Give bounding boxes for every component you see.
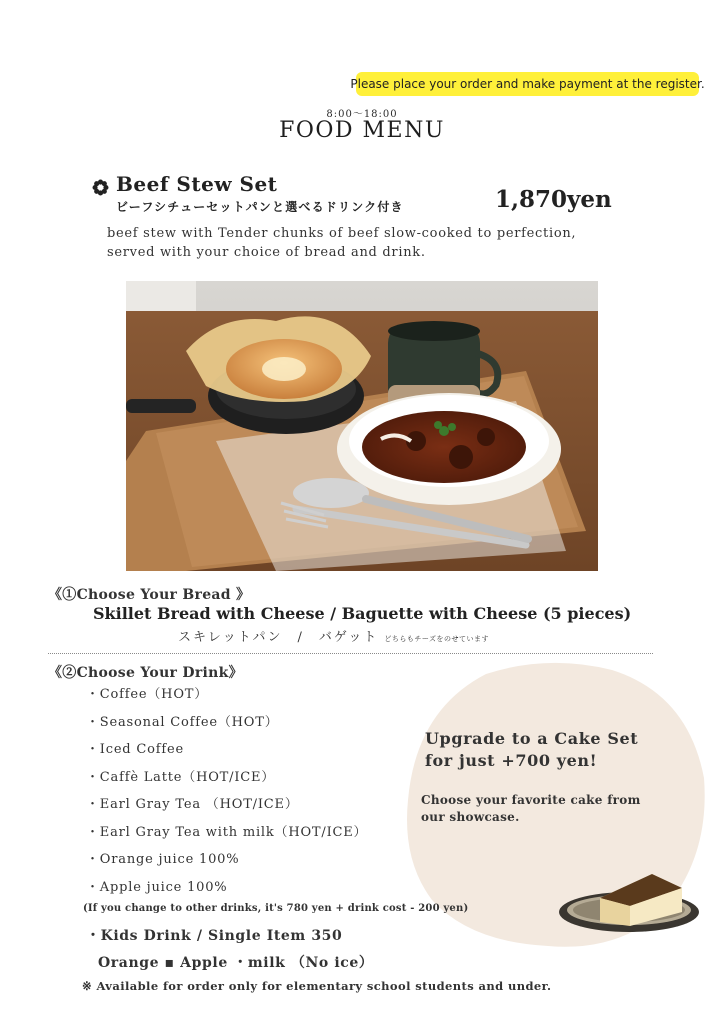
drink-item: ・Iced Coffee — [86, 742, 184, 757]
kids-drink-options: Orange ▪ Apple ・milk （No ice） — [98, 955, 374, 971]
order-payment-notice: Please place your order and make payment at the register. — [356, 72, 699, 96]
kids-drink-heading: ・Kids Drink / Single Item 350 — [86, 928, 343, 944]
cake-set-upgrade-title — [425, 728, 638, 772]
cake-set-line: Upgrade to a Cake Set — [425, 729, 639, 748]
menu-title: FOOD MENU — [279, 118, 445, 143]
bread-section-heading: 《①Choose Your Bread 》 — [48, 587, 251, 603]
drink-item: ・Orange juice 100% — [86, 852, 240, 867]
drink-item: ・Caffè Latte（HOT/ICE） — [86, 769, 276, 785]
drink-item: ・Seasonal Coffee（HOT） — [86, 714, 279, 730]
cake-set-line: for just +700 yen! — [425, 751, 598, 770]
drink-change-note: (If you change to other drinks, it's 780 yen + drink cost - 200 yen) — [83, 903, 469, 914]
description-line: served with your choice of bread and drink. — [107, 245, 426, 260]
kids-drink-note: ※ Available for order only for elementary school students and under. — [82, 979, 552, 993]
dish-description — [107, 224, 576, 262]
beef-stew-set-photo — [126, 281, 598, 571]
cake-desc-line: our showcase. — [421, 810, 520, 824]
bread-options-japanese — [178, 626, 489, 645]
cake-desc-line: Choose your favorite cake from — [421, 793, 641, 807]
section-divider — [48, 653, 653, 654]
dish-price: 1,870yen — [495, 186, 612, 213]
drink-item: ・Coffee（HOT） — [86, 687, 209, 702]
bread-options: Skillet Bread with Cheese / Baguette with Cheese (5 pieces) — [93, 604, 632, 623]
description-line: beef stew with Tender chunks of beef slow-cooked to perfection, — [107, 226, 577, 241]
drink-section-heading: 《②Choose Your Drink》 — [48, 665, 243, 681]
drink-item: ・Apple juice 100% — [86, 879, 228, 895]
opening-hours: 8:00～18:00 — [326, 109, 398, 120]
drink-item: ・Earl Gray Tea （HOT/ICE） — [86, 797, 299, 812]
dish-name-japanese: ビーフシチューセットパンと選べるドリンク付き — [116, 200, 404, 214]
drink-item: ・Earl Gray Tea with milk（HOT/ICE） — [86, 824, 368, 840]
drink-list — [86, 683, 367, 903]
dish-name: Beef Stew Set — [116, 172, 278, 196]
flower-bullet-icon — [92, 179, 109, 196]
bread-note: どちらもチーズをのせています — [384, 635, 489, 643]
cheesecake-plate-image — [556, 868, 702, 934]
bread-options-jp-text: スキレットパン / バゲット — [178, 630, 379, 645]
cake-set-description — [421, 792, 641, 826]
